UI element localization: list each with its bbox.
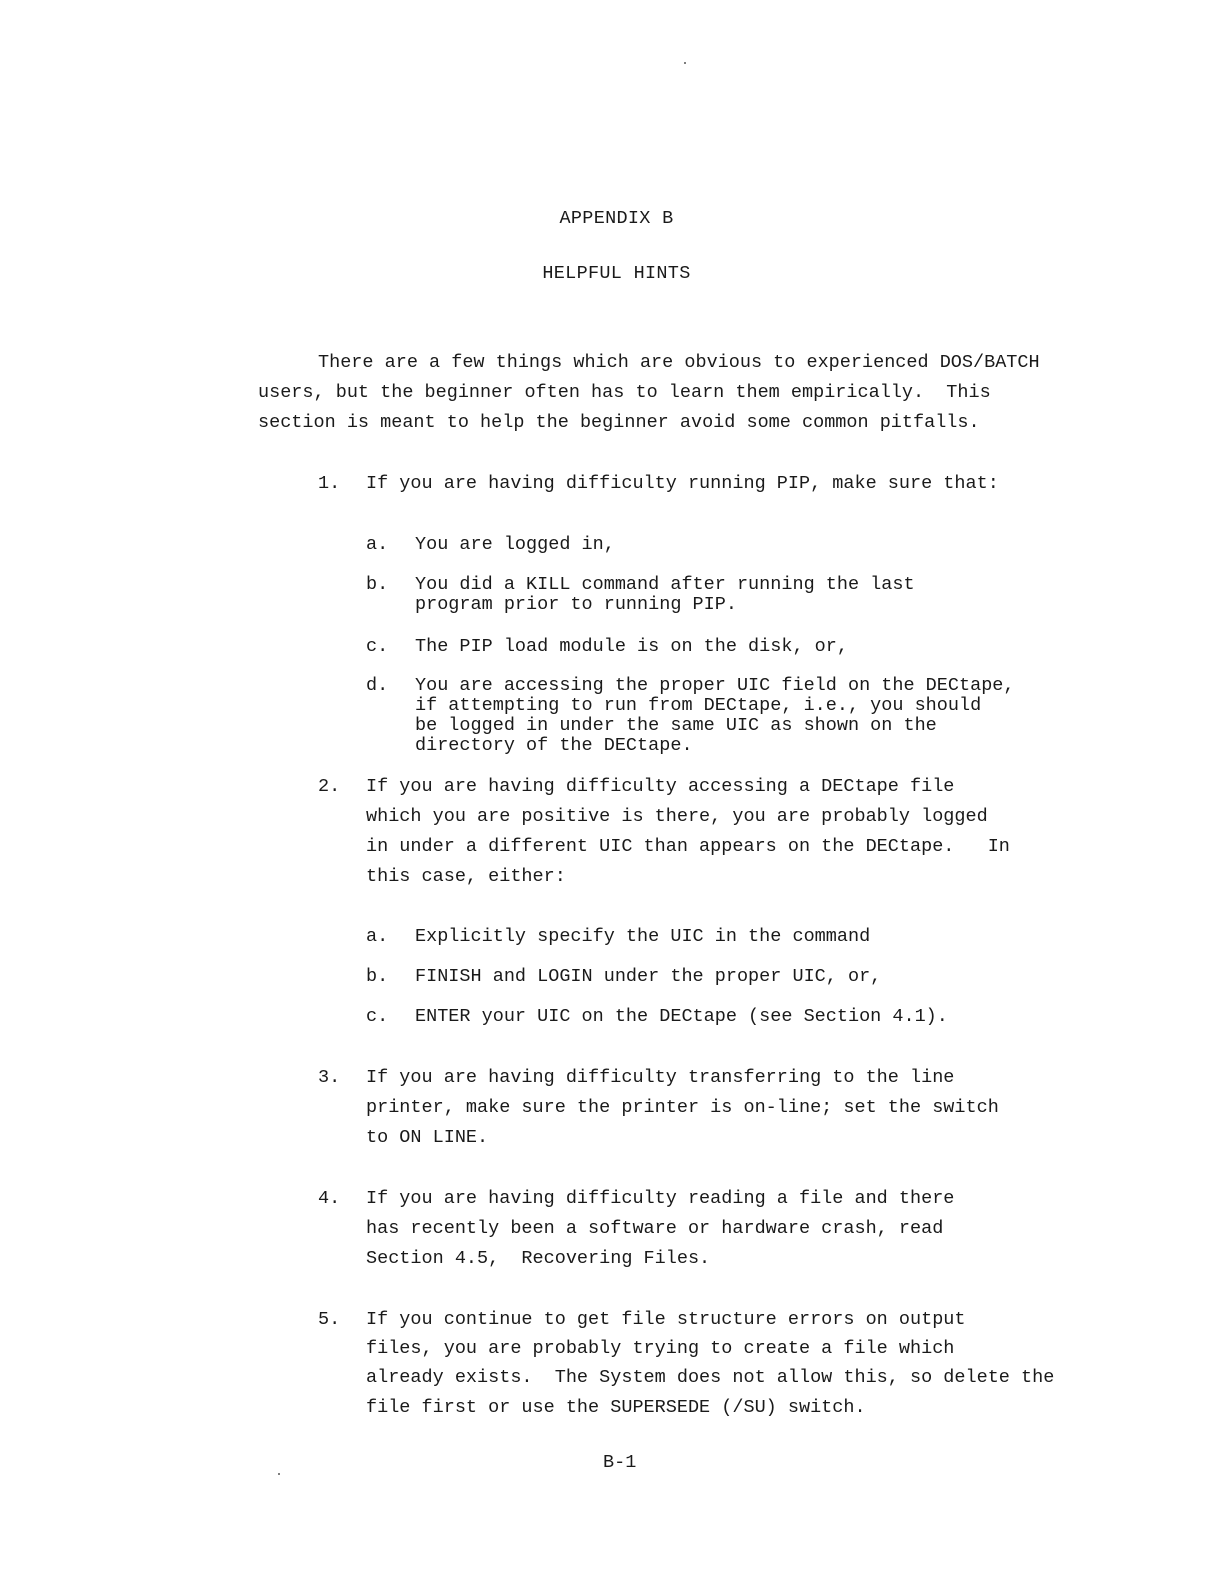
sub-item-letter: c. <box>366 636 389 657</box>
sub-item-line: You did a KILL command after running the last <box>415 574 915 595</box>
sub-item-line: You are logged in, <box>415 534 615 555</box>
intro-line: users, but the beginner often has to learn them empirically. This <box>258 382 991 403</box>
item-text-line: in under a different UIC than appears on the DECtape. In <box>366 836 1010 857</box>
item-text-line: If you are having difficulty reading a file and there <box>366 1188 955 1209</box>
item-text-line: this case, either: <box>366 866 566 887</box>
item-text-line: If you are having difficulty transferring to the line <box>366 1067 955 1088</box>
item-text-line: printer, make sure the printer is on-line; set the switch <box>366 1097 999 1118</box>
sub-item-letter: d. <box>366 675 389 696</box>
sub-item-line: Explicitly specify the UIC in the command <box>415 926 871 947</box>
page-number: B-1 <box>603 1452 637 1473</box>
sub-item-line: program prior to running PIP. <box>415 594 737 615</box>
sub-item-line: if attempting to run from DECtape, i.e., you should <box>415 695 982 716</box>
intro-line: section is meant to help the beginner avoid some common pitfalls. <box>258 412 980 433</box>
sub-item-letter: b. <box>366 574 389 595</box>
intro-line: There are a few things which are obvious to experienced DOS/BATCH <box>318 352 1040 373</box>
sub-item-line: You are accessing the proper UIC field on the DECtape, <box>415 675 1015 696</box>
sub-item-line: FINISH and LOGIN under the proper UIC, or, <box>415 966 882 987</box>
item-text-line: If you continue to get file structure errors on output <box>366 1309 966 1330</box>
sub-item-letter: a. <box>366 534 389 555</box>
item-text-line: Section 4.5, Recovering Files. <box>366 1248 711 1269</box>
item-number: 5. <box>318 1309 341 1330</box>
item-text-line: If you are having difficulty accessing a DECtape file <box>366 776 955 797</box>
item-number: 2. <box>318 776 341 797</box>
sub-item-line: The PIP load module is on the disk, or, <box>415 636 848 657</box>
page-title: HELPFUL HINTS <box>542 263 691 284</box>
sub-item-letter: c. <box>366 1006 389 1027</box>
item-number: 4. <box>318 1188 341 1209</box>
item-text-line: to ON LINE. <box>366 1127 489 1148</box>
item-text-line: files, you are probably trying to create a file which <box>366 1338 955 1359</box>
item-text-line: which you are positive is there, you are probably logged <box>366 806 988 827</box>
scan-speck <box>684 62 686 64</box>
sub-item-line: ENTER your UIC on the DECtape (see Section 4.1). <box>415 1006 948 1027</box>
sub-item-letter: b. <box>366 966 389 987</box>
item-text-line: file first or use the SUPERSEDE (/SU) switch. <box>366 1397 866 1418</box>
sub-item-line: be logged in under the same UIC as shown on the <box>415 715 937 736</box>
item-text-line: If you are having difficulty running PIP, make sure that: <box>366 473 999 494</box>
sub-item-line: directory of the DECtape. <box>415 735 693 756</box>
sub-item-letter: a. <box>366 926 389 947</box>
item-number: 3. <box>318 1067 341 1088</box>
appendix-label: APPENDIX B <box>559 208 674 229</box>
scan-speck <box>278 1473 280 1475</box>
item-number: 1. <box>318 473 341 494</box>
item-text-line: already exists. The System does not allow this, so delete the <box>366 1367 1055 1388</box>
item-text-line: has recently been a software or hardware crash, read <box>366 1218 944 1239</box>
